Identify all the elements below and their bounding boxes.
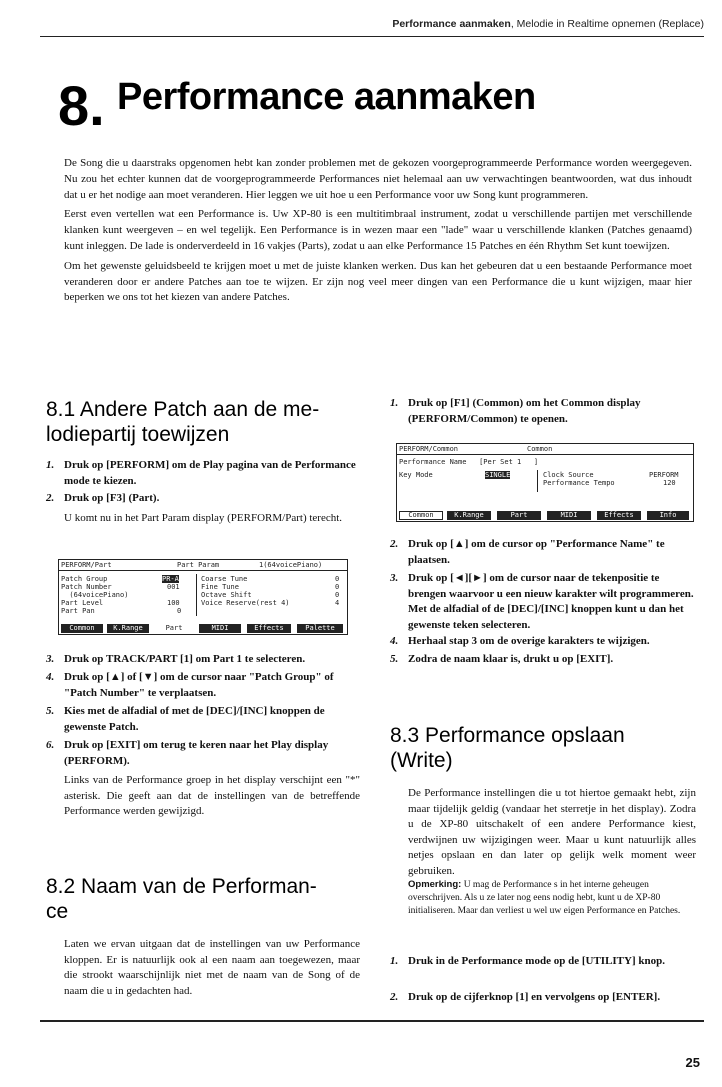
lcd-part-tabbar [59, 623, 347, 634]
lcd-part-right-value-3: 0 [335, 591, 340, 599]
lcd-common-tab-part[interactable]: Part [497, 511, 541, 520]
intro-paragraph-3: Om het gewenste geluidsbeeld te krijgen moet u met de juiste klanken werken. Dus kan het gebeuren dat u een bestaande Performance moet veranderen door er andere Patches aan toe te wijzen. Er zijn nog veel meer dingen van een Performance die u kunt wijzigen, maar hier beperken we ons tot het kiezen van andere Patches. [64, 259, 692, 304]
s82-step-3: 3. Druk op [◄][►] om de cursor naar de tekenpositie te brengen waarvoor u een nieuw karakter wilt programmeren. Met de alfadial of de [DEC]/[INC] knoppen kunt u dan het gewenste teken selecteren. [390, 571, 696, 633]
lcd-common-title: PERFORM/Common [399, 445, 459, 453]
lcd-common-tab-common[interactable]: Common [399, 511, 443, 520]
s83-note-label: Opmerking: [408, 879, 462, 890]
lcd-part-right-1: Coarse Tune [201, 575, 248, 583]
s83-note-text: U mag de Performance s in het interne geheugen overschrijven. Als u ze later nog eens nodig hebt, kunt u de XP-80 initialiseren. Maar dan verliest u wel uw eigen Performance en Patches. [408, 880, 681, 916]
s81-step-4-text: Druk op [▲] of [▼] om de cursor naar "Patch Group" of "Patch Number" te verplaatsen. [64, 671, 334, 699]
lcd-common-tab-krange[interactable]: K.Range [447, 511, 491, 520]
section-8-1-title-line2: lodiepartij toewijzen [46, 423, 230, 446]
s82-step-1-text: Druk op [F1] (Common) om het Common display (PERFORM/Common) te openen. [408, 397, 641, 425]
running-header-bold: Performance aanmaken [392, 18, 511, 30]
lcd-part-tab-palette[interactable]: Palette [297, 624, 343, 633]
lcd-common-clock-label: Clock Source [543, 471, 594, 479]
s81-step-1: 1. Druk op [PERFORM] om de Play pagina van de Performance mode te kiezen. [46, 458, 360, 489]
s81-step-1-text: Druk op [PERFORM] om de Play pagina van de Performance mode te kiezen. [64, 459, 356, 487]
s82-step-2-text: Druk op [▲] om de cursor op "Performance Name" te plaatsen. [408, 538, 665, 566]
section-8-2-title-line1: 8.2 Naam van de Performan- [46, 875, 317, 898]
lcd-part-label-2: Patch Number [61, 583, 112, 591]
lcd-part-param [58, 559, 348, 635]
s81-step-2-text: Druk op [F3] (Part). [64, 492, 160, 504]
header-rule [40, 36, 704, 37]
lcd-common-tab-effects[interactable]: Effects [597, 511, 641, 520]
s82-step-2: 2. Druk op [▲] om de cursor op "Performance Name" te plaatsen. [390, 537, 696, 568]
lcd-part-label-4: Part Level [61, 599, 104, 607]
s81-step-2: 2. Druk op [F3] (Part). [46, 491, 360, 507]
lcd-common-tempo-value: 120 [663, 479, 676, 487]
s81-step-4: 4. Druk op [▲] of [▼] om de cursor naar "Patch Group" of "Patch Number" te verplaatsen. [46, 670, 360, 701]
lcd-part-value-5: 0 [177, 607, 182, 615]
lcd-common-page: Common [527, 445, 553, 453]
lcd-common-tab-info[interactable]: Info [647, 511, 689, 520]
lcd-part-page: Part Param [177, 561, 220, 569]
lcd-common [396, 443, 694, 522]
running-header-rest: , Melodie in Realtime opnemen (Replace) [510, 18, 704, 30]
lcd-part-tab-midi[interactable]: MIDI [199, 624, 241, 633]
lcd-common-vdivider [537, 470, 538, 492]
lcd-common-tab-midi[interactable]: MIDI [547, 511, 591, 520]
s81-step-6: 6. Druk op [EXIT] om terug te keren naar het Play display (PERFORM). [46, 738, 360, 769]
lcd-part-right-4: Voice Reserve(rest 4) [201, 599, 290, 607]
lcd-part-tab-effects[interactable]: Effects [247, 624, 291, 633]
lcd-common-clock-value: PERFORM [649, 471, 679, 479]
section-8-2-heading [46, 874, 366, 924]
s82-step-3-text: Druk op [◄][►] om de cursor naar de tekenpositie te brengen waarvoor u een nieuw karakter wilt programmeren. Met de alfadial of de [DEC]/[INC] knoppen kunt u dan het gewenste teken selecteren. [408, 572, 694, 631]
s82-step-5-text: Zodra de naam klaar is, drukt u op [EXIT]. [408, 653, 614, 665]
s82-step-1: 1. Druk op [F1] (Common) om het Common display (PERFORM/Common) te openen. [390, 396, 696, 427]
section-8-3-title-line1: 8.3 Performance opslaan [390, 724, 625, 747]
lcd-part-patch: 1(64voicePiano) [259, 561, 323, 569]
lcd-part-right-value-4: 4 [335, 599, 340, 607]
lcd-part-value-2: 001 [167, 583, 180, 591]
s81-step-2-body: U komt nu in het Part Param display (PERFORM/Part) terecht. [64, 512, 343, 524]
section-8-1-heading [46, 397, 366, 447]
s82-body: Laten we ervan uitgaan dat de instellingen van uw Performance kloppen. Er is natuurlijk ook al een naam aan toegewezen, maar die strookt waarschijnlijk niet met de naam van de Song of de naam die u in gedachten had. [64, 938, 360, 997]
running-header [392, 18, 704, 30]
footer-rule [40, 1020, 704, 1022]
s82-step-4: 4. Herhaal stap 3 om de overige karakters te wijzigen. [390, 634, 696, 650]
s83-step-2-text: Druk op de cijferknop [1] en vervolgens op [ENTER]. [408, 991, 661, 1003]
s82-step-5: 5. Zodra de naam klaar is, drukt u op [EXIT]. [390, 652, 696, 668]
lcd-part-title: PERFORM/Part [61, 561, 112, 569]
s81-step-5: 5. Kies met de alfadial of met de [DEC]/[INC] knoppen de gewenste Patch. [46, 704, 360, 735]
s83-step-1-text: Druk in de Performance mode op de [UTILITY] knop. [408, 955, 665, 967]
lcd-part-value-4: 100 [167, 599, 180, 607]
s81-step-3-text: Druk op TRACK/PART [1] om Part 1 te selecteren. [64, 653, 306, 665]
lcd-part-right-3: Octave Shift [201, 591, 252, 599]
s81-step-6-body: Links van de Performance groep in het display verschijnt een "*" asterisk. Die geeft aan dat de instellingen van de betreffende Performance werden gewijzigd. [64, 774, 360, 817]
section-8-1-title-line1: 8.1 Andere Patch aan de me- [46, 398, 320, 421]
page-number: 25 [685, 1055, 700, 1070]
chapter-number: 8. [58, 74, 105, 137]
s83-step-1: 1. Druk in de Performance mode op de [UTILITY] knop. [390, 954, 696, 970]
intro-paragraph-2: Eerst even vertellen wat een Performance is. Uw XP-80 is een multitimbraal instrument, zodat u verschillende partijen met verschillende klanken kunt weergeven – en wel tegelijk. Een Performance is in wezen maar een "lade" waar u verschillende klanken (Patches genaamd) kunt inleggen. De lade is onderverdeeld in 16 vakjes (Parts), zodat u aan elke Performance 15 Patches en één Rhythm Set kunt toewijzen. [64, 208, 692, 252]
s81-step-6-text: Druk op [EXIT] om terug te keren naar het Play display (PERFORM). [64, 739, 329, 767]
lcd-part-tab-krange[interactable]: K.Range [107, 624, 149, 633]
lcd-part-right-value-2: 0 [335, 583, 340, 591]
lcd-common-keymode-label: Key Mode [399, 471, 433, 479]
lcd-common-keymode-value: SINGLE [485, 471, 511, 479]
lcd-part-right-2: Fine Tune [201, 583, 239, 591]
lcd-common-tempo-label: Performance Tempo [543, 479, 615, 487]
s81-step-5-text: Kies met de alfadial of met de [DEC]/[INC] knoppen de gewenste Patch. [64, 705, 325, 733]
lcd-common-perf-name: Performance Name [Per Set 1 ] [399, 458, 539, 466]
s83-note [408, 878, 696, 918]
lcd-part-right-value-1: 0 [335, 575, 340, 583]
chapter-title: Performance aanmaken [117, 76, 536, 118]
lcd-part-tab-common[interactable]: Common [61, 624, 103, 633]
s82-step-4-text: Herhaal stap 3 om de overige karakters te wijzigen. [408, 635, 650, 647]
lcd-part-value-1: PR-A [162, 575, 179, 583]
s81-step-3: 3. Druk op TRACK/PART [1] om Part 1 te selecteren. [46, 652, 360, 668]
lcd-part-label-3: (64voicePiano) [61, 591, 129, 599]
lcd-part-label-1: Patch Group [61, 575, 108, 583]
s83-body: De Performance instellingen die u tot hiertoe gemaakt hebt, zijn maar tijdelijk geldig (vandaar het sterretje in het display). Zodra u de XP-80 uitschakelt of een andere Performance kiest, verdwijnen uw wijzigingen weer. Maar u kunt natuurlijk alles netjes opslaan en dan later op gelijk welk moment weer gebruiken. [408, 787, 696, 877]
lcd-part-divider [59, 570, 347, 571]
lcd-part-label-5: Part Pan [61, 607, 95, 615]
lcd-common-tabbar [397, 510, 693, 521]
lcd-common-divider [397, 454, 693, 455]
lcd-part-tab-part[interactable]: Part [153, 624, 195, 633]
lcd-part-vdivider [196, 574, 197, 616]
section-8-2-title-line2: ce [46, 900, 69, 923]
intro-paragraph-1: De Song die u daarstraks opgenomen hebt kan zonder problemen met de gekozen voorgeprogrammeerde Performance worden weergegeven. Nu zou het echter kunnen dat de voorgeprogrammeerde Performances niet helemaal aan uw verwachtingen beantwoorden, wat dus inhoudt dat u er het nodige aan moet veranderen. Hier leggen we uit hoe u een Performance voor uw Song kunt programmeren. [64, 157, 692, 201]
s83-step-2: 2. Druk op de cijferknop [1] en vervolgens op [ENTER]. [390, 990, 696, 1006]
intro-text [64, 156, 692, 310]
section-8-3-title-line2: (Write) [390, 749, 453, 772]
section-8-3-heading [390, 723, 700, 773]
